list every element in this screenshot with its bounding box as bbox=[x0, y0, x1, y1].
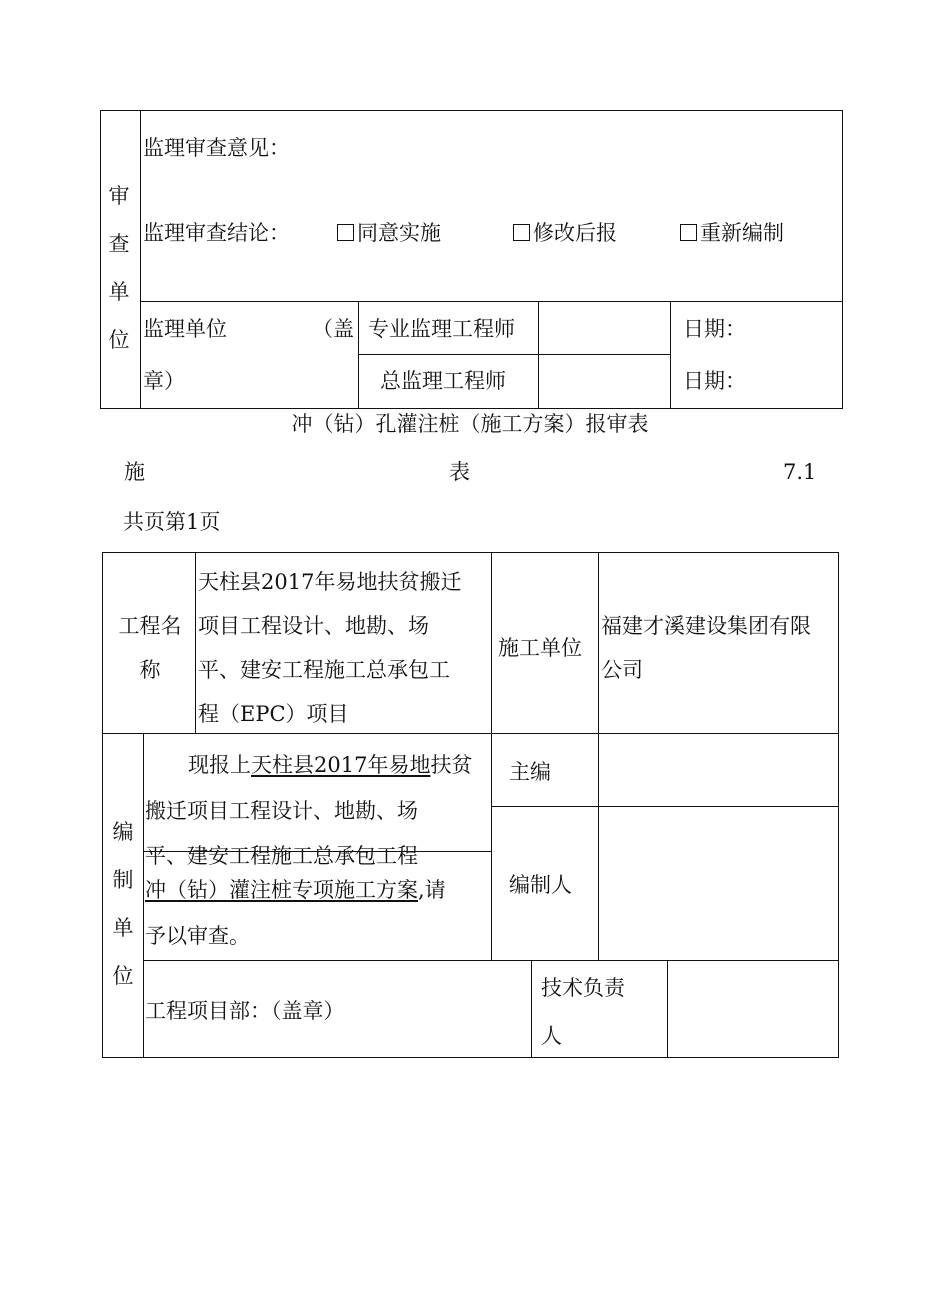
report-line-3: 平、建安工程施工总承包工程 bbox=[145, 844, 418, 868]
report-line-4-tail: ,请 bbox=[418, 878, 446, 902]
construction-plan-name: 冲（钻）灌注桩专项施工方案 bbox=[145, 878, 418, 902]
contractor-label: 施工单位 bbox=[498, 636, 582, 660]
option-approve[interactable]: 同意实施 bbox=[337, 219, 441, 247]
supervision-unit-stamp-end: 章） bbox=[143, 369, 185, 393]
report-line-5: 予以审查。 bbox=[145, 924, 250, 948]
tech-lead-label: 技术负责 人 bbox=[541, 976, 625, 1048]
prepare-unit-label: 编 制 单 位 bbox=[112, 820, 134, 988]
option-recompile[interactable]: 重新编制 bbox=[680, 219, 784, 247]
specialist-engineer-label: 专业监理工程师 bbox=[368, 317, 515, 341]
review-unit-label: 审 查 单 位 bbox=[108, 184, 130, 352]
review-conclusion-label: 监理审查结论： bbox=[143, 221, 290, 245]
page-info: 共页第1页 bbox=[123, 510, 221, 534]
form-code-number: 7.1 bbox=[783, 460, 817, 484]
checkbox-approve[interactable] bbox=[337, 224, 354, 241]
report-suffix: 扶贫 bbox=[430, 753, 473, 777]
option-revise-resubmit[interactable]: 修改后报 bbox=[513, 219, 617, 247]
report-line-2: 搬迁项目工程设计、地勘、场 bbox=[145, 799, 418, 823]
form-code-middle: 表 bbox=[449, 460, 470, 484]
checkbox-recompile[interactable] bbox=[680, 224, 697, 241]
report-prefix: 现报上 bbox=[188, 753, 251, 777]
report-line-3-clip bbox=[145, 836, 490, 868]
supervision-unit-label: 监理单位 bbox=[143, 317, 227, 341]
chief-editor-label: 主编 bbox=[509, 760, 551, 784]
project-name-label: 工程名 称 bbox=[118, 614, 182, 682]
checkbox-revise-resubmit[interactable] bbox=[513, 224, 530, 241]
chief-engineer-label: 总监理工程师 bbox=[380, 369, 506, 393]
review-opinion-label: 监理审查意见： bbox=[143, 136, 290, 160]
supervision-unit-stamp: （盖 bbox=[312, 317, 354, 341]
contractor-value: 福建才溪建设集团有限 公司 bbox=[601, 614, 811, 682]
date-label-specialist: 日期： bbox=[683, 317, 746, 341]
form-code-left: 施 bbox=[124, 460, 145, 484]
project-dept-label: 工程项目部：（盖章） bbox=[145, 999, 345, 1023]
date-label-chief: 日期： bbox=[683, 369, 746, 393]
editor-label: 编制人 bbox=[509, 873, 572, 897]
form-title: 冲（钻）孔灌注桩（施工方案）报审表 bbox=[291, 412, 649, 436]
project-name-value: 天柱县2017年易地扶贫搬迁 项目工程设计、地勘、场 平、建安工程施工总承包工 程（EPC）项目 bbox=[198, 570, 462, 726]
report-project-ref: 天柱县2017年易地 bbox=[251, 753, 431, 777]
